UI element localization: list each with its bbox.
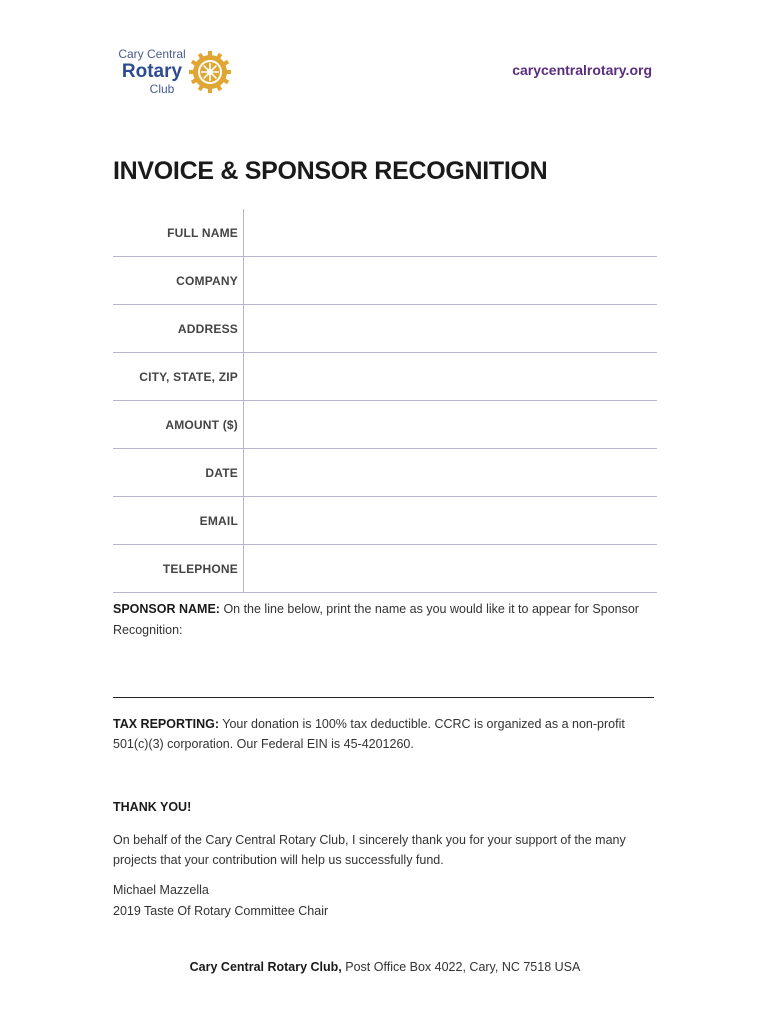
- rotary-club-logo: [113, 47, 238, 103]
- date-field[interactable]: [243, 449, 657, 496]
- logo-line-2: Rotary: [121, 61, 183, 82]
- company-label: COMPANY: [176, 274, 238, 288]
- website-link[interactable]: carycentralrotary.org: [512, 62, 652, 78]
- logo-line-1: Cary Central: [118, 47, 186, 61]
- full-name-field[interactable]: [243, 209, 657, 256]
- signer-name: Michael Mazzella: [113, 883, 209, 897]
- form-row-email: [113, 497, 657, 545]
- address-field[interactable]: [243, 305, 657, 352]
- form-row-full-name: [113, 209, 657, 257]
- telephone-label: TELEPHONE: [162, 562, 238, 576]
- tax-reporting-heading: TAX REPORTING:: [113, 717, 220, 731]
- sponsor-name-line[interactable]: [113, 697, 654, 698]
- form-row-address: [113, 305, 657, 353]
- footer-org: Cary Central Rotary Club,: [189, 960, 342, 974]
- form-row-telephone: [113, 545, 657, 593]
- page-title: INVOICE & SPONSOR RECOGNITION: [113, 157, 548, 185]
- date-label: DATE: [205, 466, 238, 480]
- email-label: EMAIL: [199, 514, 238, 528]
- telephone-field[interactable]: [243, 545, 657, 592]
- logo-line-3: Club: [149, 82, 175, 96]
- rotary-wheel-icon: [189, 51, 231, 93]
- logo-text: [113, 47, 191, 96]
- thank-you-heading-text: THANK YOU!: [113, 800, 192, 814]
- form-row-company: [113, 257, 657, 305]
- full-name-label: FULL NAME: [167, 226, 238, 240]
- city-state-zip-field[interactable]: [243, 353, 657, 400]
- thank-you-heading: [113, 797, 658, 818]
- email-field[interactable]: [243, 497, 657, 544]
- sponsor-name-heading: SPONSOR NAME:: [113, 602, 220, 616]
- sponsor-name-text: On the line below, print the name as you would like it to appear for Sponsor Recognition:: [113, 602, 639, 637]
- footer-address: Post Office Box 4022, Cary, NC 7518 USA: [345, 960, 581, 974]
- form-row-date: [113, 449, 657, 497]
- tax-reporting-section: [113, 714, 658, 754]
- footer: [0, 960, 770, 974]
- address-label: ADDRESS: [177, 322, 238, 336]
- tax-reporting-text: Your donation is 100% tax deductible. CCRC is organized as a non-profit 501(c)(3) corporation. Our Federal EIN is 45-4201260.: [113, 717, 625, 751]
- amount-field[interactable]: [243, 401, 657, 448]
- sponsor-name-instructions: [113, 599, 658, 641]
- thank-you-body: On behalf of the Cary Central Rotary Club, I sincerely thank you for your support of the many projects that your contribution will help us successfully fund.: [113, 833, 626, 867]
- company-field[interactable]: [243, 257, 657, 304]
- city-state-zip-label: CITY, STATE, ZIP: [139, 370, 238, 384]
- signer-title: 2019 Taste Of Rotary Committee Chair: [113, 904, 329, 918]
- form-row-amount: [113, 401, 657, 449]
- amount-label: AMOUNT ($): [165, 418, 238, 432]
- form-row-city-state-zip: [113, 353, 657, 401]
- invoice-form: [113, 209, 657, 593]
